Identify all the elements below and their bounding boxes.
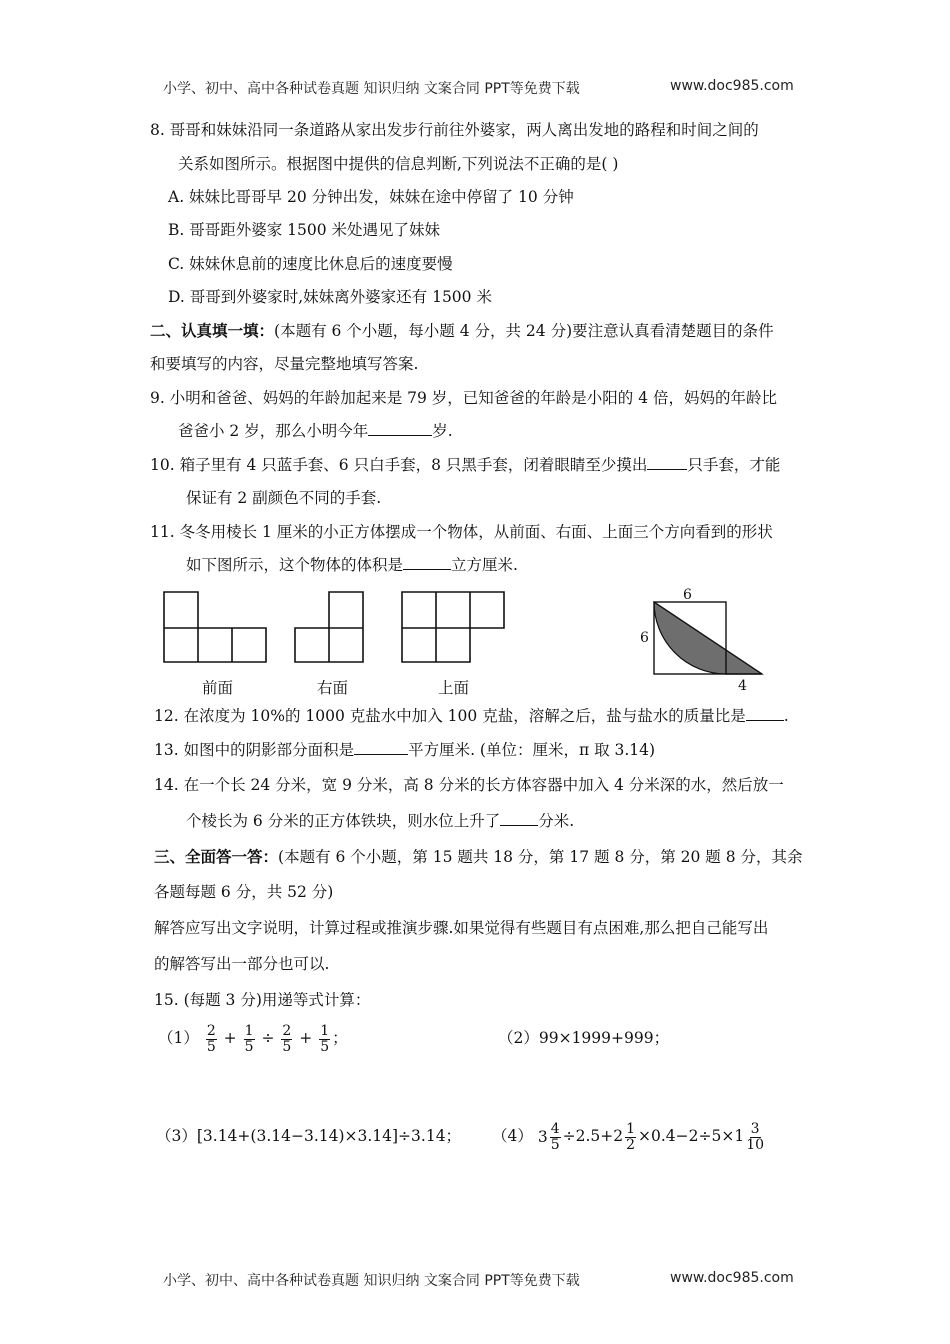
q9-line1: 9. 小明和爸爸、妈妈的年龄加起来是 79 岁，已知爸爸的年龄是小阳的 4 倍，妈妈的年龄比	[150, 389, 778, 407]
q8-option-d: D. 哥哥到外婆家时,妹妹离外婆家还有 1500 米	[168, 288, 492, 306]
section3-title: 三、全面答一答：	[154, 847, 279, 866]
section3-text1: (本题有 6 个小题，第 15 题共 18 分，第 17 题 8 分，第 20 题 8 分，其余	[278, 848, 803, 866]
q14-text: 个棱长为 6 分米的正方体铁块，则水位上升了	[186, 812, 501, 830]
q9-line2	[178, 421, 453, 441]
q11-answer-blank[interactable]	[403, 555, 451, 570]
q11-line2	[186, 555, 518, 575]
figure-bottom-label: 4	[738, 678, 747, 694]
page-header	[163, 78, 803, 98]
front-view-figure	[160, 588, 270, 666]
q8-line1: 8. 哥哥和妹妹沿同一条道路从家出发步行前往外婆家，两人离出发地的路程和时间之间的	[150, 121, 759, 139]
section3-line2: 各题每题 6 分，共 52 分)	[154, 883, 334, 901]
section3-line3: 解答应写出文字说明，计算过程或推演步骤.如果觉得有些题目有点困难,那么把自己能写出	[154, 919, 769, 937]
mixed-number: 3 $\frac{4}{5}$	[537, 1120, 560, 1153]
q14-line1: 14. 在一个长 24 分米，宽 9 分米，高 8 分米的长方体容器中加入 4 分米深的水，然后放一	[154, 776, 784, 794]
q15-part1: （1） $\frac{2}{5}$ + $\frac{1}{5}$ ÷ $\frac{2}{5}$ + $\frac{1}{5}$ ；	[158, 1022, 348, 1055]
q10-line1	[150, 455, 780, 475]
fraction: $\frac{1}{2}$	[626, 1120, 636, 1153]
q13-text: 13. 如图中的阴影部分面积是	[154, 741, 355, 759]
q14-unit: 分米.	[538, 812, 575, 830]
q8-option-a: A. 妹妹比哥哥早 20 分钟出发，妹妹在途中停留了 10 分钟	[168, 188, 574, 206]
q11-line1: 11. 冬冬用棱长 1 厘米的小正方体摆成一个物体，从前面、右面、上面三个方向看到的形状	[150, 523, 773, 541]
q12-text: 12. 在浓度为 10%的 1000 克盐水中加入 100 克盐，溶解之后，盐与盐水的质量比是	[154, 707, 746, 725]
q15-part4-label: （4）	[492, 1127, 533, 1145]
figure-left-label: 6	[640, 630, 649, 646]
figure-top-label: 6	[683, 587, 692, 603]
right-view-figure	[293, 588, 367, 666]
q12-end: .	[783, 707, 789, 725]
q15-part1-label: （1）	[158, 1029, 199, 1047]
fraction: $\frac{3}{10}$	[746, 1120, 765, 1153]
footer-text: 小学、初中、高中各种试卷真题 知识归纳 文案合同 PPT等免费下载	[163, 1273, 580, 1289]
q15-part2: （2）99×1999+999；	[498, 1029, 670, 1047]
top-view-figure	[398, 588, 508, 666]
footer-site[interactable]: www.doc985.com	[670, 1270, 794, 1286]
fraction: $\frac{1}{5}$	[244, 1022, 254, 1055]
q15-part3: （3）[3.14+(3.14−3.14)×3.14]÷3.14；	[156, 1127, 462, 1145]
q10-text: 10. 箱子里有 4 只蓝手套、6 只白手套，8 只黑手套，闭着眼睛至少摸出	[150, 456, 648, 474]
q8-option-c: C. 妹妹休息前的速度比休息后的速度要慢	[168, 255, 453, 273]
q10-answer-blank[interactable]	[647, 455, 687, 470]
q8-line2: 关系如图所示。根据图中提供的信息判断,下列说法不正确的是( )	[178, 155, 619, 173]
section2-line2: 和要填写的内容，尽量完整地填写答案.	[150, 355, 419, 373]
q15-part4: （4） 3 $\frac{4}{5}$ ÷2.5+2 $\frac{1}{2}$ ×0.4−2÷5×1 $\frac{3}{10}$	[492, 1112, 766, 1161]
header-site[interactable]: www.doc985.com	[670, 78, 794, 94]
right-view-label: 右面	[317, 679, 349, 697]
q14-answer-blank[interactable]	[500, 811, 538, 826]
q9-text: 爸爸小 2 岁，那么小明今年	[178, 422, 369, 440]
fraction: $\frac{2}{5}$	[282, 1022, 292, 1055]
section2-line1	[150, 321, 774, 341]
q13-unit: 平方厘米. (单位：厘米，π 取 3.14)	[408, 741, 656, 759]
q13-line	[154, 740, 655, 760]
page-footer	[163, 1270, 803, 1290]
section2-text1: (本题有 6 个小题，每小题 4 分，共 24 分)要注意认真看清楚题目的条件	[274, 322, 774, 340]
q12-line	[154, 706, 789, 726]
q10-line2: 保证有 2 副颜色不同的手套.	[186, 489, 382, 507]
header-text: 小学、初中、高中各种试卷真题 知识归纳 文案合同 PPT等免费下载	[163, 81, 580, 97]
q9-unit: 岁.	[432, 422, 453, 440]
q8-option-b: B. 哥哥距外婆家 1500 米处遇见了妹妹	[168, 221, 441, 239]
top-view-label: 上面	[438, 679, 470, 697]
section3-line1	[154, 847, 803, 867]
fraction: $\frac{1}{5}$	[320, 1022, 330, 1055]
q11-text: 如下图所示，这个物体的体积是	[186, 556, 404, 574]
fraction: $\frac{2}{5}$	[206, 1022, 216, 1055]
q10-text-end: 只手套，才能	[687, 456, 781, 474]
q13-answer-blank[interactable]	[354, 740, 408, 755]
q11-unit: 立方厘米.	[451, 556, 518, 574]
section2-title: 二、认真填一填：	[150, 321, 275, 340]
q15-title: 15. (每题 3 分)用递等式计算：	[154, 991, 371, 1009]
q14-line2	[186, 811, 574, 831]
front-view-label: 前面	[202, 679, 234, 697]
section3-line4: 的解答写出一部分也可以.	[154, 955, 330, 973]
shaded-area-figure	[650, 598, 770, 682]
q12-answer-blank[interactable]	[746, 706, 784, 721]
q9-answer-blank[interactable]	[368, 421, 432, 436]
